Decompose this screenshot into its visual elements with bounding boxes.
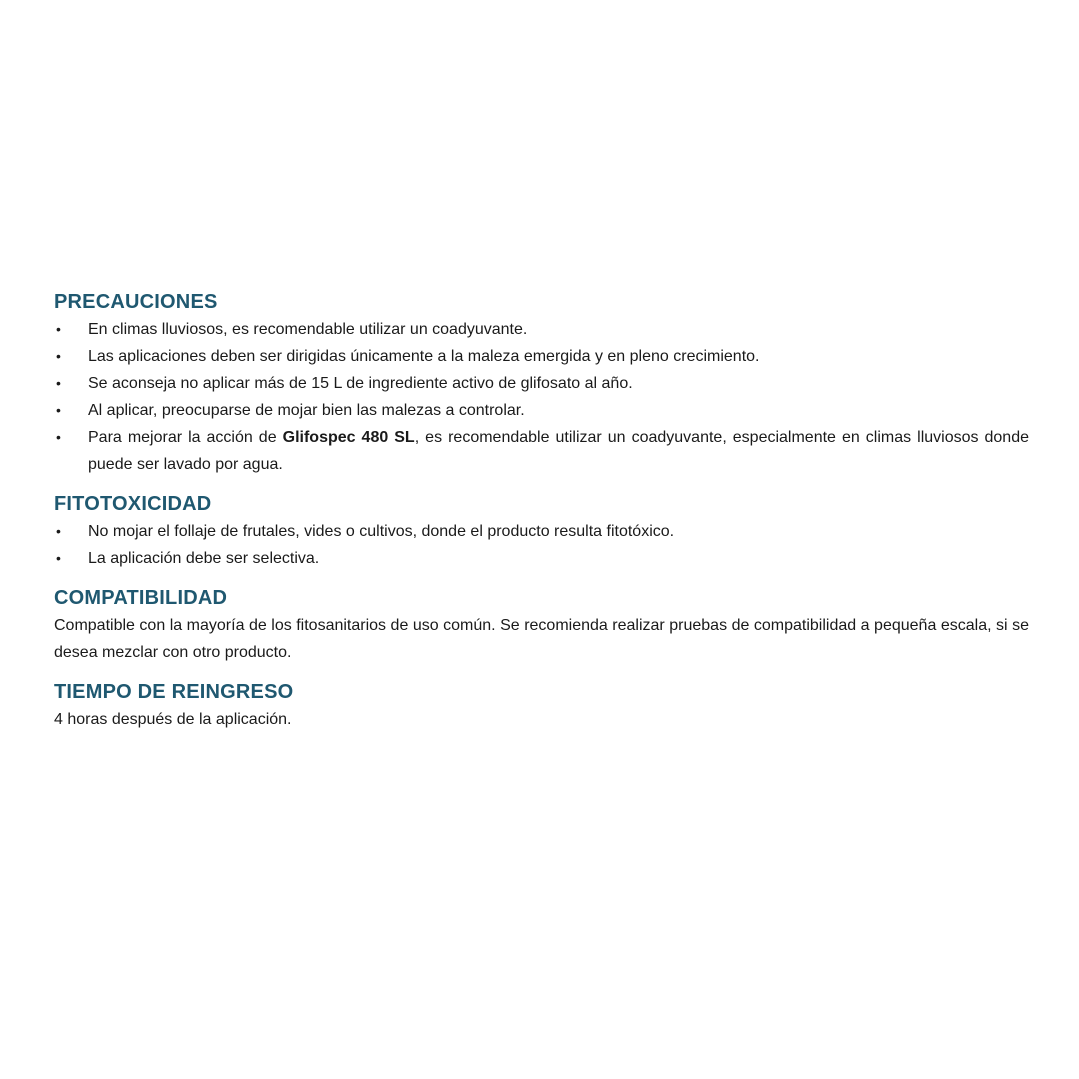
list-item-text: No mojar el follaje de frutales, vides o cultivos, donde el producto resulta fitotóxico. [88, 523, 675, 540]
section-compatibilidad [54, 584, 1029, 666]
list-item [54, 518, 1029, 545]
bullet-icon: • [56, 523, 61, 539]
list-item [54, 316, 1029, 343]
list-item-text-before: Para mejorar la acción de [88, 429, 283, 446]
section-title-fitotoxicidad: FITOTOXICIDAD [54, 493, 212, 515]
list-item-text: La aplicación debe ser selectiva. [88, 550, 320, 567]
list-item-text: Al aplicar, preocuparse de mojar bien las malezas a controlar. [88, 402, 525, 419]
bullet-icon: • [56, 348, 61, 364]
product-name: Glifospec 480 SL [282, 429, 415, 446]
fitotoxicidad-list [54, 518, 1029, 572]
reingreso-text: 4 horas después de la aplicación. [54, 711, 292, 728]
bullet-icon: • [56, 550, 61, 566]
section-reingreso [54, 678, 1029, 733]
section-precauciones [54, 288, 1029, 478]
list-item [54, 343, 1029, 370]
precauciones-list [54, 316, 1029, 478]
bullet-icon: • [56, 375, 61, 391]
document-body [54, 288, 1029, 733]
list-item-text: Las aplicaciones deben ser dirigidas únicamente a la maleza emergida y en pleno crecimiento. [88, 348, 760, 365]
list-item-text: Se aconseja no aplicar más de 15 L de ingrediente activo de glifosato al año. [88, 375, 633, 392]
list-item [54, 424, 1029, 478]
section-fitotoxicidad [54, 490, 1029, 572]
bullet-icon: • [56, 402, 61, 418]
list-item [54, 397, 1029, 424]
list-item-text: En climas lluviosos, es recomendable utilizar un coadyuvante. [88, 321, 528, 338]
list-item [54, 370, 1029, 397]
section-title-reingreso: TIEMPO DE REINGRESO [54, 681, 294, 703]
compatibilidad-text: Compatible con la mayoría de los fitosanitarios de uso común. Se recomienda realizar pruebas de compatibilidad a pequeña escala, si se desea mezclar con otro producto. [54, 617, 1029, 661]
section-title-precauciones: PRECAUCIONES [54, 291, 218, 313]
bullet-icon: • [56, 429, 61, 445]
list-item [54, 545, 1029, 572]
list-item-text-after: , es recomendable utilizar un coadyuvante, especialmente en climas lluviosos donde puede ser lavado por agua. [88, 429, 1030, 473]
bullet-icon: • [56, 321, 61, 337]
section-title-compatibilidad: COMPATIBILIDAD [54, 587, 228, 609]
